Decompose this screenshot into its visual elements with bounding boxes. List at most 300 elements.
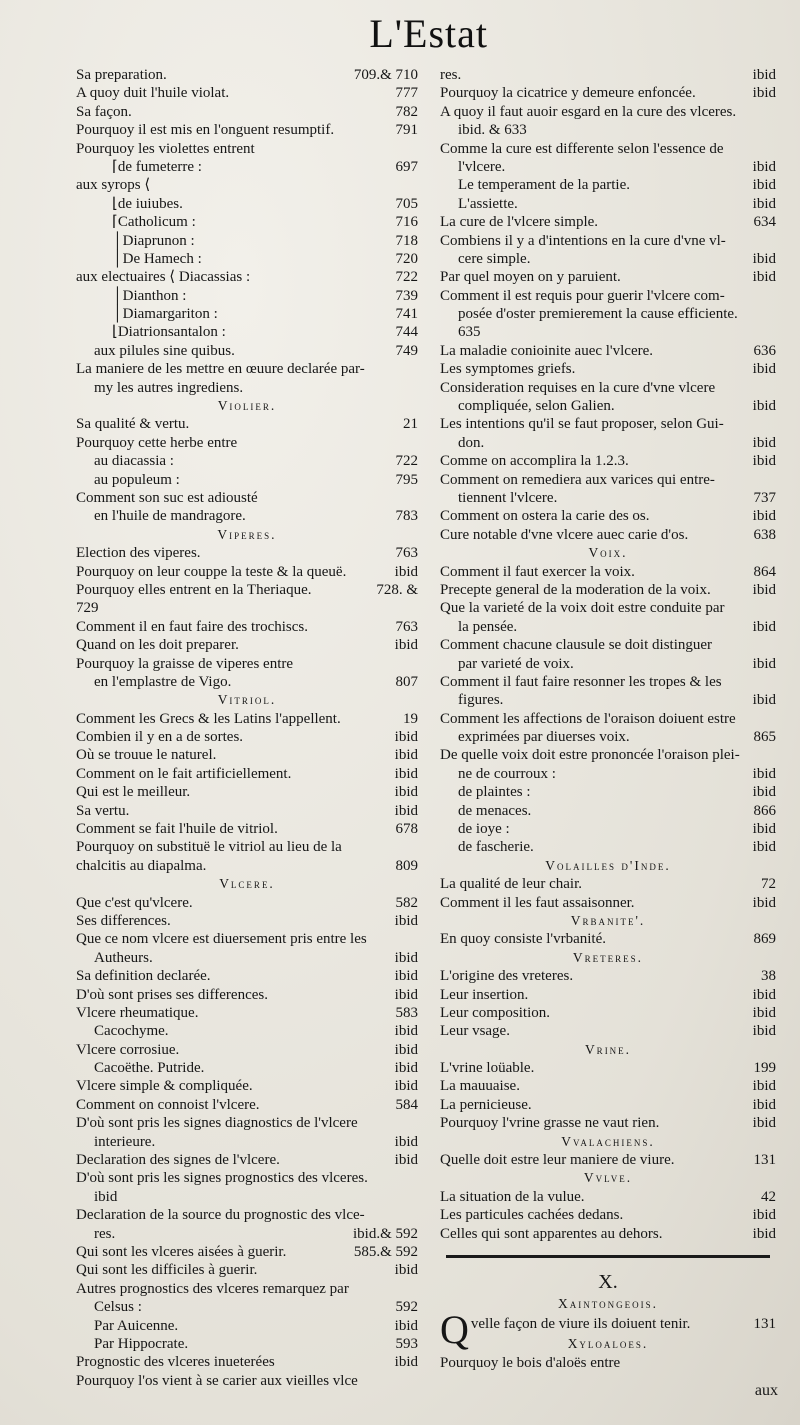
- index-entry: [440, 121, 776, 139]
- section-letter: X.: [598, 1271, 618, 1293]
- index-entry: [76, 1353, 418, 1371]
- index-entry: [440, 250, 776, 268]
- index-entry: [440, 526, 776, 544]
- index-entry: [76, 342, 418, 360]
- entry-text: en l'huile de mandragore.: [94, 508, 246, 525]
- entry-page: 199: [753, 1060, 776, 1077]
- entry-page: ibid: [394, 802, 418, 819]
- index-entry: [76, 452, 418, 470]
- entry-text: cere simple.: [458, 250, 531, 267]
- entry-text: Vlcere.: [219, 876, 275, 892]
- entry-page: 19: [403, 710, 418, 727]
- index-entry: [76, 1188, 418, 1206]
- entry-text: Comment on le fait artificiellement.: [76, 765, 292, 782]
- entry-text: D'où sont pris les signes diagnostics de l'vlcere: [76, 1115, 358, 1132]
- index-entry: [440, 930, 776, 948]
- index-entry: [440, 802, 776, 820]
- section-rule: [440, 1243, 776, 1269]
- entry-text: La pernicieuse.: [440, 1096, 532, 1113]
- index-entry: [76, 471, 418, 489]
- index-entry: [440, 1059, 776, 1077]
- entry-text: posée d'oster premierement la cause efficiente.: [458, 306, 738, 323]
- entry-page: ibid: [752, 250, 776, 267]
- entry-text: ⌈Catholicum :: [112, 214, 196, 231]
- entry-page: 763: [395, 618, 418, 635]
- entry-text: Cacoëthe. Putride.: [94, 1060, 205, 1077]
- entry-text: Comment on ostera la carie des os.: [440, 508, 650, 525]
- entry-page: ibid: [394, 729, 418, 746]
- index-entry: [76, 434, 418, 452]
- index-entry: [440, 820, 776, 838]
- entry-page: 42: [761, 1188, 776, 1205]
- index-entry: [76, 84, 418, 102]
- entry-text: Les symptomes griefs.: [440, 361, 576, 378]
- entry-text: Pourquoy l'vrine grasse ne vaut rien.: [440, 1115, 660, 1132]
- entry-page: ibid: [394, 949, 418, 966]
- index-entry: [440, 746, 776, 764]
- index-entry: [76, 1004, 418, 1022]
- index-entry: [76, 857, 418, 875]
- entry-text: Par Hippocrate.: [94, 1335, 189, 1352]
- entry-page: ibid: [394, 912, 418, 929]
- entry-text: l'vlcere.: [458, 158, 506, 175]
- index-entry: [440, 489, 776, 507]
- entry-page: 705: [395, 195, 418, 212]
- entry-page: 869: [753, 931, 776, 948]
- entry-text: res.: [94, 1225, 116, 1242]
- entry-page: ibid: [752, 618, 776, 635]
- index-entry: [440, 1077, 776, 1095]
- index-entry: [440, 783, 776, 801]
- index-entry: [76, 1096, 418, 1114]
- entry-text: La mauuaise.: [440, 1078, 520, 1095]
- entry-text: Pourquoy il est mis en l'onguent resumptif.: [76, 122, 335, 139]
- entry-page: 583: [395, 1004, 418, 1021]
- entry-text: Comment se fait l'huile de vitriol.: [76, 821, 278, 838]
- entry-text: ⌊de iuiubes.: [112, 195, 183, 212]
- entry-text: Par quel moyen on y paruient.: [440, 269, 621, 286]
- index-entry: [76, 1206, 418, 1224]
- entry-page: ibid: [752, 1004, 776, 1021]
- index-entry: [440, 360, 776, 378]
- index-entry: [76, 1317, 418, 1335]
- entry-text: Pourquoy la graisse de viperes entre: [76, 655, 294, 672]
- entry-text: La maniere de les mettre en œuure declarée par-: [76, 361, 365, 378]
- entry-text: La cure de l'vlcere simple.: [440, 214, 599, 231]
- index-entry: [440, 710, 776, 728]
- index-entry: [76, 1335, 418, 1353]
- entry-page: 585.& 592: [353, 1244, 418, 1260]
- index-entry: [76, 599, 418, 617]
- entry-text: Vlcere corrosiue.: [76, 1041, 180, 1058]
- section-heading: [440, 949, 776, 967]
- index-entry: [440, 342, 776, 360]
- entry-page: ibid: [752, 894, 776, 911]
- entry-text: Comment les affections de l'oraison doiuent estre: [440, 710, 736, 727]
- entry-text: Ses differences.: [76, 912, 171, 929]
- entry-text: 729: [76, 600, 99, 617]
- entry-page: 716: [395, 214, 418, 231]
- entry-page: ibid: [752, 195, 776, 212]
- entry-page: ibid: [752, 508, 776, 525]
- index-entry: [440, 765, 776, 783]
- index-entry: [76, 986, 418, 1004]
- entry-text: Comment il faut exercer la voix.: [440, 563, 635, 580]
- entry-page: 777: [395, 85, 418, 102]
- entry-text: L'origine des vreteres.: [440, 968, 574, 985]
- entry-page: ibid: [394, 563, 418, 580]
- index-entry: [440, 1022, 776, 1040]
- index-entry: [76, 1280, 418, 1298]
- entry-text: Pourquoy on substituë le vitriol au lieu de la: [76, 839, 342, 856]
- entry-text: Leur composition.: [440, 1004, 550, 1021]
- index-entry: [440, 1114, 776, 1132]
- entry-text: Que c'est qu'vlcere.: [76, 894, 193, 911]
- entry-text: ibid. & 633: [458, 122, 527, 139]
- entry-text: Comment les Grecs & les Latins l'appellent.: [76, 710, 341, 727]
- index-entry: [76, 305, 418, 323]
- entry-text: Consideration requises en la cure d'vne vlcere: [440, 379, 716, 396]
- entry-text: Comment il est requis pour guerir l'vlcere com-: [440, 287, 725, 304]
- section-heading: [440, 912, 776, 930]
- entry-page: ibid: [752, 67, 776, 83]
- entry-text: ⌊Diatrionsantalon :: [112, 324, 226, 341]
- entry-text: Comment on remediera aux varices qui entre-: [440, 471, 715, 488]
- entry-text: La maladie conioinite auec l'vlcere.: [440, 342, 654, 359]
- section-heading: [76, 397, 418, 415]
- index-entry: [76, 158, 418, 176]
- dropcap-letter: Q: [440, 1307, 469, 1353]
- entry-page: ibid: [752, 581, 776, 598]
- index-entry: [440, 838, 776, 856]
- section-heading-xaintongeois: Xaintongeois.: [558, 1296, 658, 1311]
- index-entry: [440, 636, 776, 654]
- entry-page: ibid.& 592: [352, 1225, 418, 1242]
- section-heading: [76, 875, 418, 893]
- entry-line: Pourquoy le bois d'aloës entre: [440, 1354, 621, 1371]
- index-entry: [440, 140, 776, 158]
- index-entry: [76, 1298, 418, 1316]
- entry-text: chalcitis au diapalma.: [76, 857, 207, 874]
- entry-text: Sa preparation.: [76, 67, 167, 83]
- entry-text: ⌈de fumeterre :: [112, 158, 202, 175]
- index-entry: [76, 746, 418, 764]
- index-entry: [76, 66, 418, 84]
- entry-page: ibid: [752, 434, 776, 451]
- entry-text: L'vrine loüable.: [440, 1060, 535, 1077]
- entry-text: Vrine.: [584, 1041, 632, 1057]
- index-column-left: [76, 66, 418, 1390]
- entry-text: Qui sont les vlceres aisées à guerir.: [76, 1244, 287, 1260]
- entry-text: Pourquoy elles entrent en la Theriaque.: [76, 581, 312, 598]
- index-entry: [440, 66, 776, 84]
- entry-page: 720: [395, 250, 418, 267]
- index-entry: [440, 563, 776, 581]
- entry-page: ibid: [752, 1096, 776, 1113]
- index-entry: [76, 140, 418, 158]
- index-entry: [76, 103, 418, 121]
- index-entry: [76, 636, 418, 654]
- index-entry: [76, 360, 418, 378]
- index-entry: [76, 783, 418, 801]
- entry-text: Quand on les doit preparer.: [76, 637, 239, 654]
- index-entry: [440, 1206, 776, 1224]
- index-entry: [76, 232, 418, 250]
- entry-text: compliquée, selon Galien.: [458, 398, 615, 415]
- entry-text: res.: [440, 67, 462, 83]
- entry-text: Quelle doit estre leur maniere de viure.: [440, 1152, 675, 1169]
- entry-text: Comment on connoist l'vlcere.: [76, 1096, 260, 1113]
- entry-text: ne de courroux :: [458, 765, 556, 782]
- index-entry: [440, 1151, 776, 1169]
- index-entry: [76, 1225, 418, 1243]
- index-entry: [76, 618, 418, 636]
- index-entry: [440, 1004, 776, 1022]
- section-heading: [76, 691, 418, 709]
- entry-page: 584: [395, 1096, 418, 1113]
- entry-page: ibid: [394, 1060, 418, 1077]
- section-heading: [440, 857, 776, 875]
- index-entry: [76, 1022, 418, 1040]
- entry-text: au diacassia :: [94, 453, 174, 470]
- entry-page: ibid: [752, 453, 776, 470]
- index-entry: [76, 912, 418, 930]
- entry-page: 722: [395, 269, 418, 286]
- entry-text: En quoy consiste l'vrbanité.: [440, 931, 607, 948]
- entry-page: 744: [395, 324, 418, 341]
- entry-text: │Diamargariton :: [112, 306, 218, 323]
- index-entry: [76, 820, 418, 838]
- index-entry: [76, 765, 418, 783]
- index-entry: [440, 84, 776, 102]
- entry-text: Comment il faut faire resonner les tropes & les: [440, 673, 722, 690]
- entry-text: Pourquoy la cicatrice y demeure enfoncée.: [440, 85, 696, 102]
- entry-page: 593: [395, 1335, 418, 1352]
- entry-page: ibid: [394, 1078, 418, 1095]
- entry-text: Autheurs.: [94, 949, 153, 966]
- entry-text: Vlcere simple & compliquée.: [76, 1078, 253, 1095]
- index-entry: [76, 1169, 418, 1187]
- index-entry: [76, 507, 418, 525]
- entry-text: Sa qualité & vertu.: [76, 416, 190, 433]
- entry-text: par varieté de voix.: [458, 655, 574, 672]
- entry-page: ibid: [394, 1041, 418, 1058]
- entry-page: ibid: [752, 269, 776, 286]
- entry-text: Comme la cure est differente selon l'essence de: [440, 140, 724, 157]
- entry-text: Que la varieté de la voix doit estre conduite par: [440, 600, 725, 617]
- index-entry: [440, 176, 776, 194]
- entry-text: Pourquoy les violettes entrent: [76, 140, 255, 157]
- entry-text: tiennent l'vlcere.: [458, 489, 558, 506]
- right-entries: [440, 66, 776, 1243]
- entry-page: ibid: [394, 1152, 418, 1169]
- entry-text: Qui sont les difficiles à guerir.: [76, 1262, 258, 1279]
- entry-text: aux pilules sine quibus.: [94, 342, 235, 359]
- entry-page: ibid: [752, 692, 776, 709]
- entry-text: D'où sont prises ses differences.: [76, 986, 268, 1003]
- index-entry: [76, 1372, 418, 1390]
- entry-page: 809: [395, 857, 418, 874]
- entry-text: │De Hamech :: [112, 250, 202, 267]
- entry-page: 795: [395, 471, 418, 488]
- entry-text: Pourquoy l'os vient à se carier aux vieilles vlce: [76, 1372, 358, 1389]
- entry-text: Sa façon.: [76, 103, 132, 120]
- entry-text: Le temperament de la partie.: [458, 177, 630, 194]
- index-entry: [76, 728, 418, 746]
- index-entry: [440, 618, 776, 636]
- entry-page: 718: [395, 232, 418, 249]
- entry-page: 131: [753, 1152, 776, 1169]
- entry-text: de fascherie.: [458, 839, 534, 856]
- entry-text: Leur vsage.: [440, 1023, 510, 1040]
- index-entry: [76, 838, 418, 856]
- entry-text: Combiens il y a d'intentions en la cure d'vne vl-: [440, 232, 726, 249]
- entry-page: ibid: [394, 1133, 418, 1150]
- entry-text: ibid: [94, 1188, 118, 1205]
- index-entry: [76, 176, 418, 194]
- entry-text: au populeum :: [94, 471, 180, 488]
- entry-text: Comme on accomplira la 1.2.3.: [440, 453, 629, 470]
- index-entry: [440, 415, 776, 433]
- entry-text: D'où sont pris les signes prognostics des vlceres.: [76, 1170, 368, 1187]
- index-entry: [440, 305, 776, 323]
- entry-text: Vlcere rheumatique.: [76, 1004, 199, 1021]
- index-entry: [76, 287, 418, 305]
- index-entry: [76, 710, 418, 728]
- entry-page: ibid: [752, 1023, 776, 1040]
- entry-page: ibid: [752, 784, 776, 801]
- entry-text: L'assiette.: [458, 195, 518, 212]
- entry-page: 638: [753, 526, 776, 543]
- index-entry: [440, 986, 776, 1004]
- index-entry: [76, 323, 418, 341]
- entry-page: ibid: [752, 986, 776, 1003]
- entry-text: Vvalachiens.: [561, 1133, 655, 1149]
- entry-text: Voix.: [588, 545, 628, 561]
- index-entry: [440, 691, 776, 709]
- entry-page: 72: [761, 876, 776, 893]
- entry-text: Combien il y en a de sortes.: [76, 729, 244, 746]
- entry-text: Comment il les faut assaisonner.: [440, 894, 635, 911]
- entry-text: Comment chacune clausule se doit distinguer: [440, 637, 713, 654]
- entry-page: ibid: [752, 361, 776, 378]
- entry-page: ibid: [394, 784, 418, 801]
- entry-page: ibid: [394, 1317, 418, 1334]
- entry-page: ibid: [394, 986, 418, 1003]
- index-entry: [440, 213, 776, 231]
- entry-text: Cacochyme.: [94, 1023, 169, 1040]
- index-entry: [76, 1059, 418, 1077]
- entry-text: interieure.: [94, 1133, 156, 1150]
- entry-text: Vitriol.: [217, 692, 277, 708]
- entry-page: 636: [753, 342, 776, 359]
- entry-page: 783: [395, 508, 418, 525]
- index-entry: [440, 287, 776, 305]
- index-entry: [76, 250, 418, 268]
- entry-page: ibid: [752, 1078, 776, 1095]
- entry-text: A quoy il faut auoir esgard en la cure des vlceres.: [440, 103, 737, 120]
- entry-text: Volailles d'Inde.: [545, 857, 671, 873]
- entry-page: ibid: [752, 1115, 776, 1132]
- entry-page: ibid: [394, 765, 418, 782]
- entry-page: 634: [753, 214, 776, 231]
- entry-page: 592: [395, 1299, 418, 1316]
- index-entry: [76, 544, 418, 562]
- entry-page: ibid: [394, 1354, 418, 1371]
- index-entry: [76, 563, 418, 581]
- index-entry: [440, 894, 776, 912]
- entry-text: en l'emplastre de Vigo.: [94, 673, 232, 690]
- index-entry: [440, 728, 776, 746]
- entry-text: de plaintes :: [458, 784, 531, 801]
- index-entry: [76, 121, 418, 139]
- index-entry: [440, 581, 776, 599]
- entry-text: │Diaprunon :: [112, 232, 195, 249]
- index-entry: [76, 673, 418, 691]
- entry-text: Pourquoy on leur couppe la teste & la queuë.: [76, 563, 347, 580]
- index-entry: [76, 1261, 418, 1279]
- entry-text: Celsus :: [94, 1299, 142, 1316]
- index-entry: [76, 967, 418, 985]
- entry-text: Les particules cachées dedans.: [440, 1207, 624, 1224]
- entry-text: Autres prognostics des vlceres remarquez par: [76, 1280, 349, 1297]
- entry-page: ibid: [752, 839, 776, 856]
- entry-text: Sa definition declarée.: [76, 968, 211, 985]
- entry-page: ibid: [752, 765, 776, 782]
- index-entry: [76, 1243, 418, 1261]
- entry-text: de menaces.: [458, 802, 532, 819]
- index-entry: [440, 967, 776, 985]
- index-entry: [440, 875, 776, 893]
- entry-text: Leur insertion.: [440, 986, 529, 1003]
- entry-page: ibid: [394, 1262, 418, 1279]
- index-entry: [440, 323, 776, 341]
- entry-page: 763: [395, 545, 418, 562]
- index-entry: [440, 1188, 776, 1206]
- index-entry: [440, 195, 776, 213]
- entry-page: 678: [395, 821, 418, 838]
- entry-text: Election des viperes.: [76, 545, 201, 562]
- entry-page: 709.& 710: [353, 67, 418, 83]
- index-entry: [440, 1096, 776, 1114]
- index-entry: [440, 434, 776, 452]
- entry-text: Comment il en faut faire des trochiscs.: [76, 618, 309, 635]
- entry-page: ibid: [394, 637, 418, 654]
- entry-text: my les autres ingrediens.: [94, 379, 244, 396]
- entry-text: aux electuaires ⟨ Diacassias :: [76, 269, 251, 286]
- section-heading: [440, 544, 776, 562]
- index-entry: [440, 103, 776, 121]
- entry-page: 582: [395, 894, 418, 911]
- entry-text: Declaration de la source du prognostic des vlce-: [76, 1207, 365, 1224]
- entry-text: La situation de la vulue.: [440, 1188, 585, 1205]
- index-entry: [440, 471, 776, 489]
- index-entry: [76, 489, 418, 507]
- index-entry: [76, 1151, 418, 1169]
- entry-text: 635: [458, 324, 481, 341]
- entry-text: Violier.: [217, 398, 277, 414]
- entry-text: aux syrops ⟨: [76, 177, 151, 194]
- entry-page: 697: [395, 158, 418, 175]
- entry-text: Vvlve.: [583, 1170, 633, 1186]
- index-entry: [76, 379, 418, 397]
- entry-page: 38: [761, 968, 776, 985]
- entry-text: don.: [458, 434, 485, 451]
- entry-page: 782: [395, 103, 418, 120]
- entry-page: ibid: [752, 1225, 776, 1242]
- entry-text: Comment son suc est adiousté: [76, 489, 258, 506]
- entry-text: Vrbanite'.: [570, 912, 646, 928]
